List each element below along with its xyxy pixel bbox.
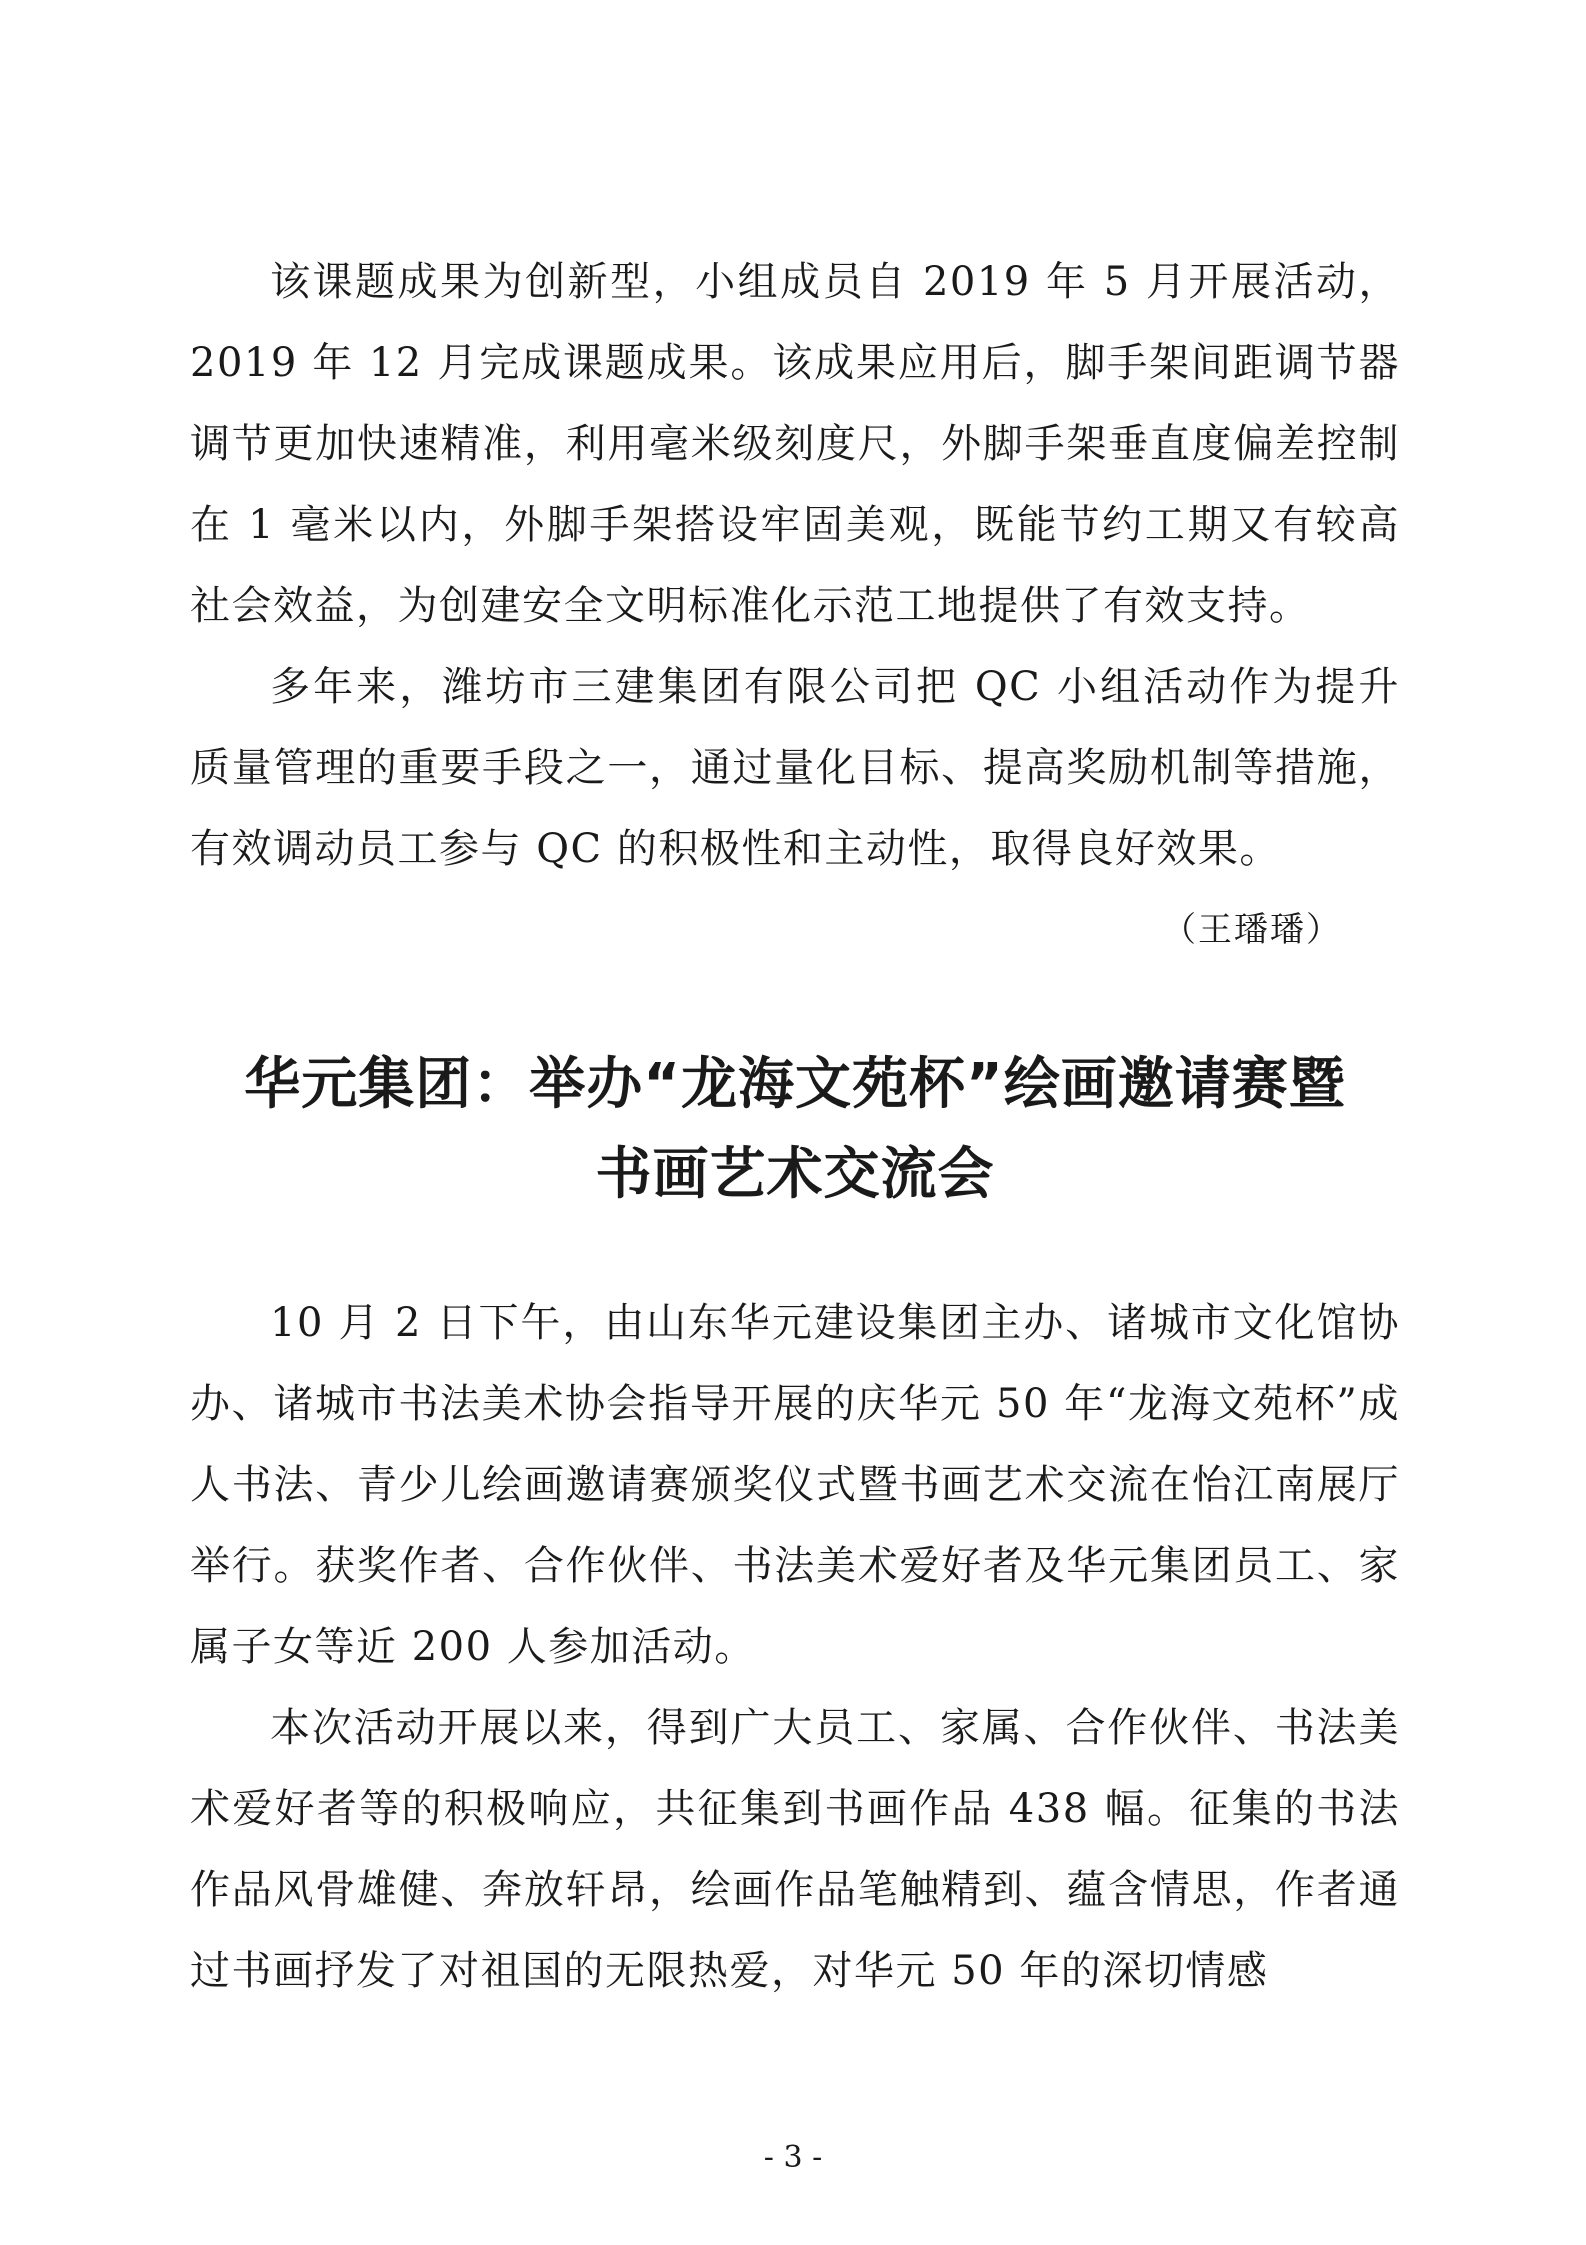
article-2-paragraph-1: 10 月 2 日下午，由山东华元建设集团主办、诸城市文化馆协办、诸城市书法美术协会指导开展的庆华元 50 年“龙海文苑杯”成人书法、青少儿绘画邀请赛颁奖仪式暨书画艺术交流在怡江南展厅举行。获奖作者、合作伙伴、书法美术爱好者及华元集团员工、家属子女等近 200 人参加活动。: [190, 1300, 1400, 1670]
article-1-paragraph-2: 多年来，潍坊市三建集团有限公司把 QC 小组活动作为提升质量管理的重要手段之一，通过量化目标、提高奖励机制等措施，有效调动员工参与 QC 的积极性和主动性，取得良好效果。: [190, 664, 1400, 872]
article-2-title: [190, 1040, 1400, 1220]
article-1-body: [190, 242, 1400, 971]
article-1-paragraph-1: 该课题成果为创新型，小组成员自 2019 年 5 月开展活动，2019 年 12 月完成课题成果。该成果应用后，脚手架间距调节器调节更加快速精准，利用毫米级刻度尺，外脚手架垂直度偏差控制在 1 毫米以内，外脚手架搭设牢固美观，既能节约工期又有较高社会效益，为创建安全文明标准化示范工地提供了有效支持。: [190, 259, 1400, 629]
article-2-title-line-1: 华元集团：举办“龙海文苑杯”绘画邀请赛暨: [244, 1052, 1346, 1117]
article-2-paragraph-2: 本次活动开展以来，得到广大员工、家属、合作伙伴、书法美术爱好者等的积极响应，共征集到书画作品 438 幅。征集的书法作品风骨雄健、奔放轩昂，绘画作品笔触精到、蕴含情思，作者通过书画抒发了对祖国的无限热爱，对华元 50 年的深切情感: [190, 1705, 1400, 1994]
article-2-body: [190, 1283, 1400, 2012]
article-2-title-line-2: 书画艺术交流会: [595, 1142, 995, 1207]
page-number: - 3 -: [763, 2140, 823, 2175]
article-1-byline: （王璠璠）: [1162, 910, 1342, 950]
